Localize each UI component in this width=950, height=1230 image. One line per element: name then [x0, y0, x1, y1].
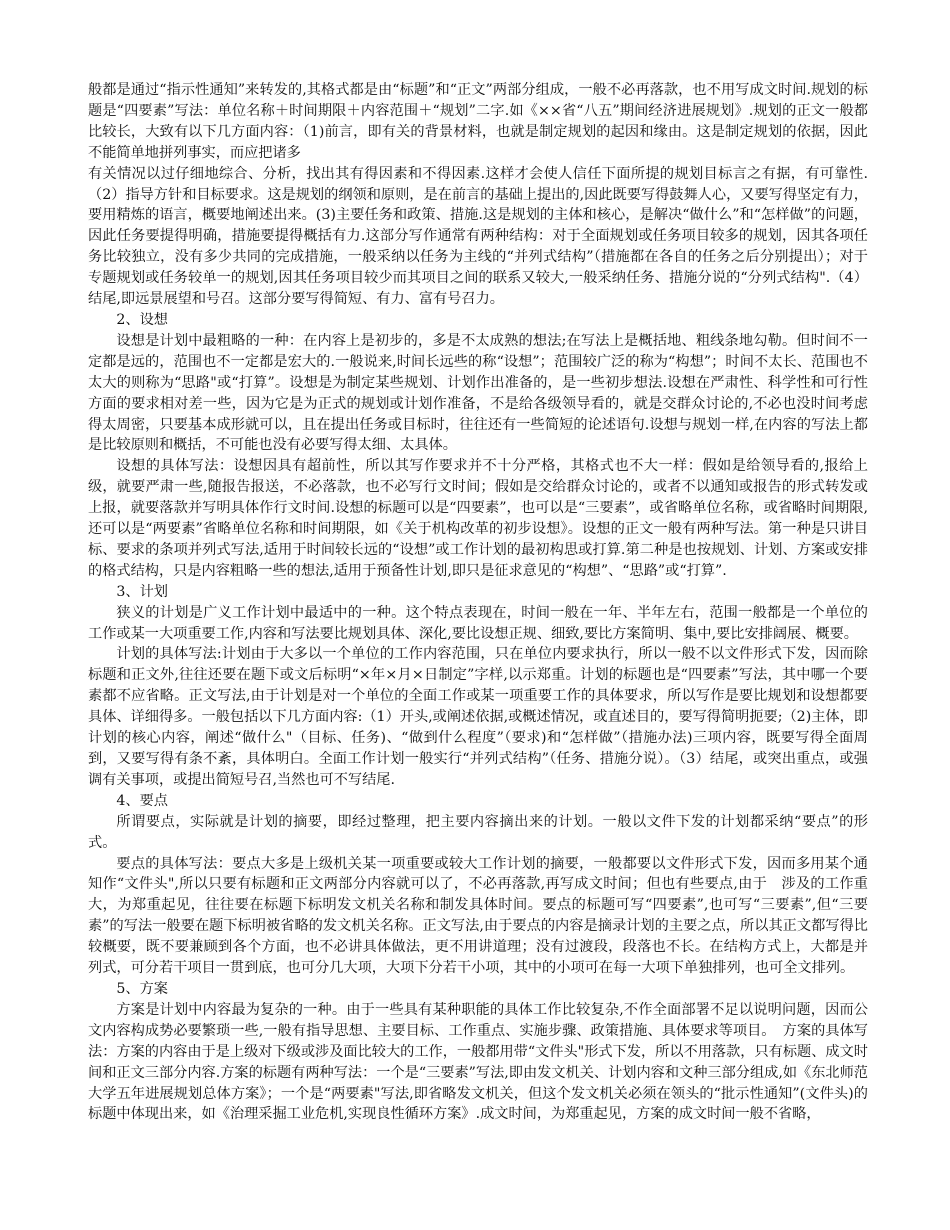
paragraph-idea-definition: 设想是计划中最粗略的一种：在内容上是初步的，多是不太成熟的想法;在写法上是概括地、粗线条地勾勒。但时间不一定都是远的，范围也不一定都是宏大的.一般说来,时间长远些的称“设想”；范围较广泛的称为“构想”；时间不太长、范围也不太大的则称为“思路"或“打算”。设想是为制定某些规划、计划作出准备的，是一些初步想法.设想在严肃性、科学性和可行性方面的要求相对差一些，因为它是为正式的规划或计划作准备，不是给各级领导看的，就是交群众讨论的,不必也没时间考虑得太周密，只要基本成形就可以，且在提出任务或目标时，往往还有一些简短的论述语句.设想与规划一样,在内容的写法上都是比较原则和概括，不可能也没有必要写得太细、太具体。	[88, 332, 868, 454]
paragraph-planning-body: 有关情况以过仔细地综合、分析，找出其有得因素和不得因素.这样才会使人信任下面所提的规划目标言之有据，有可靠性.（2）指导方针和目标要求。这是规划的纲领和原则，是在前言的基础上提出的,因此既要写得鼓舞人心，又要写得坚定有力，要用精炼的语言，概要地阐述出来。(3)主要任务和政策、措施.这是规划的主体和核心，是解决“做什么”和“怎样做”的问题，因此任务要提得明确，措施要提得概括有力.这部分写作通常有两种结构：对于全面规划或任务项目较多的规划，因其各项任务比较独立，没有多少共同的完成措施，一般采纳以任务为主线的“并列式结构”（措施都在各自的任务之后分别提出）；对于专题规划或任务较单一的规划,因其任务项目较少而其项目之间的联系又较大,一般采纳任务、措施分说的“分列式结构".（4）结尾,即远景展望和号召。这部分要写得简短、有力、富有号召力。	[88, 165, 868, 308]
paragraph-plan-writing: 计划的具体写法:计划由于大多以一个单位的工作内容范围，只在单位内要求执行，所以一般不以文件形式下发，因而除标题和正文外,往往还要在题下或文后标明“×年×月×日制定”字样,以示郑重。计划的标题也是“四要素”写法，其中哪一个要素都不应省略。正文写法,由于计划是对一个单位的全面工作或某一项重要工作的具体要求，所以写作是要比规划和设想都要具体、详细得多。一般包括以下几方面内容:（1）开头,或阐述依据,或概述情况，或直述目的，要写得简明扼要;（2)主体，即计划的核心内容，阐述“做什么"（目标、任务)、“做到什么程度”（要求)和“怎样做”（措施办法)三项内容，既要写得全面周到，又要写得有条不紊，具体明白。全面工作计划一般实行“并列式结构”（任务、措施分说）。（3）结尾，或突出重点，或强调有关事项，或提出简短号召,当然也可不写结尾.	[88, 646, 868, 788]
section-heading-key-points: 4、要点	[116, 792, 168, 809]
section-heading-scheme: 5、方案	[116, 980, 168, 997]
section-heading-plan: 3、计划	[116, 583, 168, 600]
paragraph-key-points-definition: 所谓要点，实际就是计划的摘要，即经过整理，把主要内容摘出来的计划。一般以文件下发的计划都采纳“要点”的形式。	[88, 813, 868, 851]
section-heading-idea: 2、设想	[116, 311, 168, 328]
paragraph-plan-definition: 狭义的计划是广义工作计划中最适中的一种。这个特点表现在，时间一般在一年、半年左右，范围一般都是一个单位的工作或某一大项重要工作,内容和写法要比规划具体、深化,要比设想正规、细致,要比方案简明、集中,要比安排阔展、概要。	[88, 604, 868, 642]
paragraph-scheme-definition: 方案是计划中内容最为复杂的一种。由于一些具有某种职能的具体工作比较复杂,不作全面部署不足以说明问题，因而公文内容构成势必要繁琐一些,一般有指导思想、主要目标、工作重点、实施步骤、政策措施、具体要求等项目。 方案的具体写法：方案的内容由于是上级对下级或涉及面比较大的工作，一般都用带“文件头"形式下发，所以不用落款，只有标题、成文时间和正文三部分内容.方案的标题有两种写法：一个是“三要素”写法,即由发文机关、计划内容和文种三部分组成,如《东北师范大学五年进展规划总体方案》；一个是“两要素"写法,即省略发文机关，但这个发文机关必须在领头的“批示性通知”(文件头)的标题中体现出来，如《治理采掘工业危机,实现良性循环方案》.成文时间，为郑重起见，方案的成文时间一般不省略，	[88, 1001, 868, 1123]
paragraph-planning-overview: 般都是通过“指示性通知”来转发的,其格式都是由“标题”和“正文”两部分组成，一般不必再落款，也不用写成文时间.规划的标题是“四要素”写法：单位名称＋时间期限＋内容范围＋“规划”二字.如《××省“八五”期间经济进展规划》.规划的正文一般都比较长，大致有以下几方面内容：（1)前言，即有关的背景材料，也就是制定规划的起因和缘由。这是制定规划的依据，因此不能简单地拼列事实，而应把诸多	[88, 82, 868, 161]
document-page	[88, 80, 868, 1125]
paragraph-idea-writing: 设想的具体写法：设想因具有超前性，所以其写作要求并不十分严格，其格式也不大一样：假如是给领导看的,报给上级，就要严肃一些,随报告报送，不必落款，也不必写行文时间；假如是交给群众讨论的，或者不以通知或报告的形式转发或上报，就要落款并写明具体作行文时间.设想的标题可以是“四要素”，也可以是“三要素”，或省略单位名称，或省略时间期限,还可以是“两要素”省略单位名称和时间期限，如《关于机构改革的初步设想》。设想的正文一般有两种写法。第一种是只讲目标、要求的条项并列式写法,适用于时间较长远的“设想”或工作计划的最初构思或打算.第二种是也按规划、计划、方案或安排的格式结构，只是内容粗略一些的想法,适用于预备性计划,即只是征求意见的“构想”、“思路”或“打算”.	[88, 458, 868, 579]
paragraph-key-points-writing: 要点的具体写法：要点大多是上级机关某一项重要或较大工作计划的摘要，一般都要以文件形式下发，因而多用某个通知作“文件头",所以只要有标题和正文两部分内容就可以了，不必再落款,再写成文时间；但也有些要点,由于 涉及的工作重大，为郑重起见，往往要在标题下标明发文机关名称和制发具体时间。要点的标题可写“四要素”,也可写“三要素”,但“三要素”的写法一般要在题下标明被省略的发文机关名称。正文写法,由于要点的内容是摘录计划的主要之点，所以其正文都写得比较概要，既不要兼顾到各个方面，也不必讲具体做法，更不用讲道理；没有过渡段，段落也不长。在结构方式上，大都是并列式，可分若干项目一贯到底，也可分几大项，大项下分若干小项，其中的小项可在每一大项下单独排列，也可全文排列。	[88, 855, 868, 977]
